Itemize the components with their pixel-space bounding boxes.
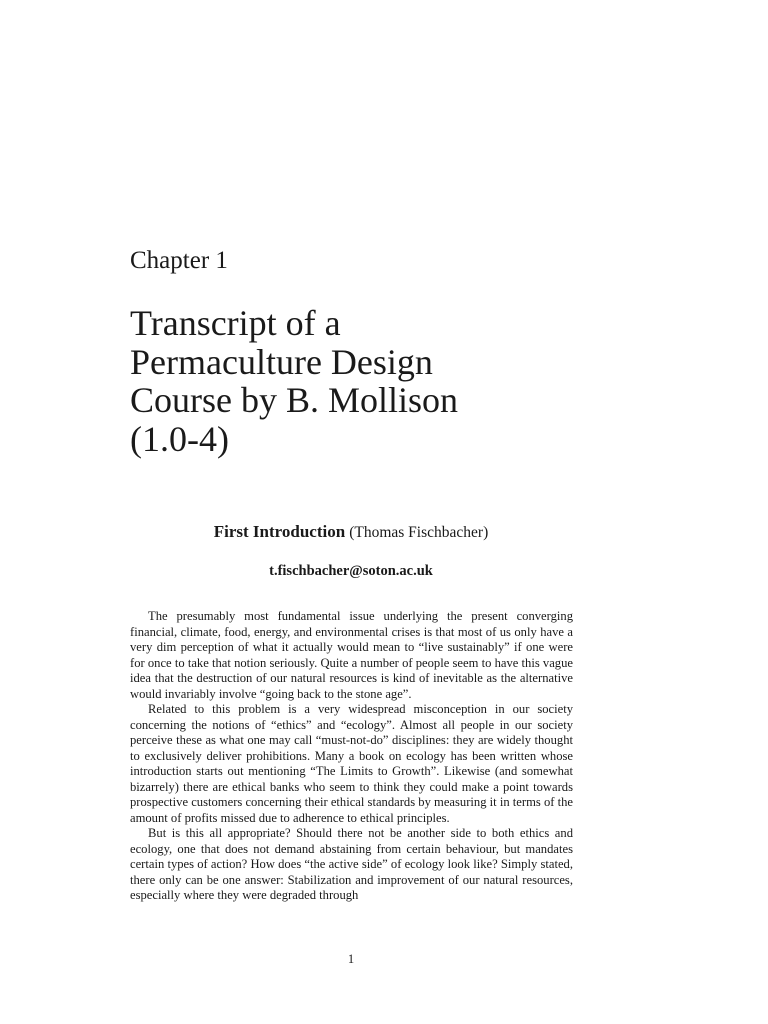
- author-email: t.fischbacher@soton.ac.uk: [269, 563, 433, 579]
- chapter-title-line: Course by B. Mollison: [130, 380, 459, 420]
- paragraph: But is this all appropriate? Should there not be another side to both ethics and ecology, one that does not demand abstaining from certain behaviour, but mandates certain types of action? How does “the active side” of ecology look like? Simply stated, there only can be one answer: Stabilization and improvement of our natural resources, especially where they were degraded through: [130, 826, 573, 902]
- body-text: [130, 609, 573, 904]
- section-author: (Thomas Fischbacher): [349, 524, 489, 541]
- chapter-title-line: (1.0-4): [130, 418, 229, 459]
- chapter-label: Chapter 1: [130, 247, 228, 274]
- section-title: First Introduction: [213, 522, 346, 541]
- paragraph: Related to this problem is a very widespread misconception in our society concerning the notions of “ethics” and “ecology”. Almost all people in our society perceive these as what one may call “must-not-do” disciplines: they are widely thought to exclusively deliver prohibitions. Many a book on ecology has been written whose introduction starts out mentioning “The Limits to Growth”. Likewise (and somewhat bizarrely) there are ethical banks who seem to think they could make a point towards prospective customers concerning their ethical standards by measuring it in terms of the amount of profits missed due to adherence to ethical principles.: [130, 702, 573, 825]
- section-heading: [130, 522, 572, 543]
- chapter-title: [130, 304, 570, 458]
- paragraph: The presumably most fundamental issue underlying the present converging financial, climate, food, energy, and environmental crises is that most of us only have a very dim perception of what it actually would mean to “live sustainably” if one were for once to take that notion seriously. Quite a number of people seem to have this vague idea that the destruction of our natural resources is kind of inevitable as the alternative would invariably involve “going back to the stone age”.: [130, 609, 573, 701]
- chapter-title-line: Permaculture Design: [130, 341, 433, 382]
- page-number: 1: [347, 952, 355, 966]
- chapter-title-line: Transcript of a: [130, 303, 341, 343]
